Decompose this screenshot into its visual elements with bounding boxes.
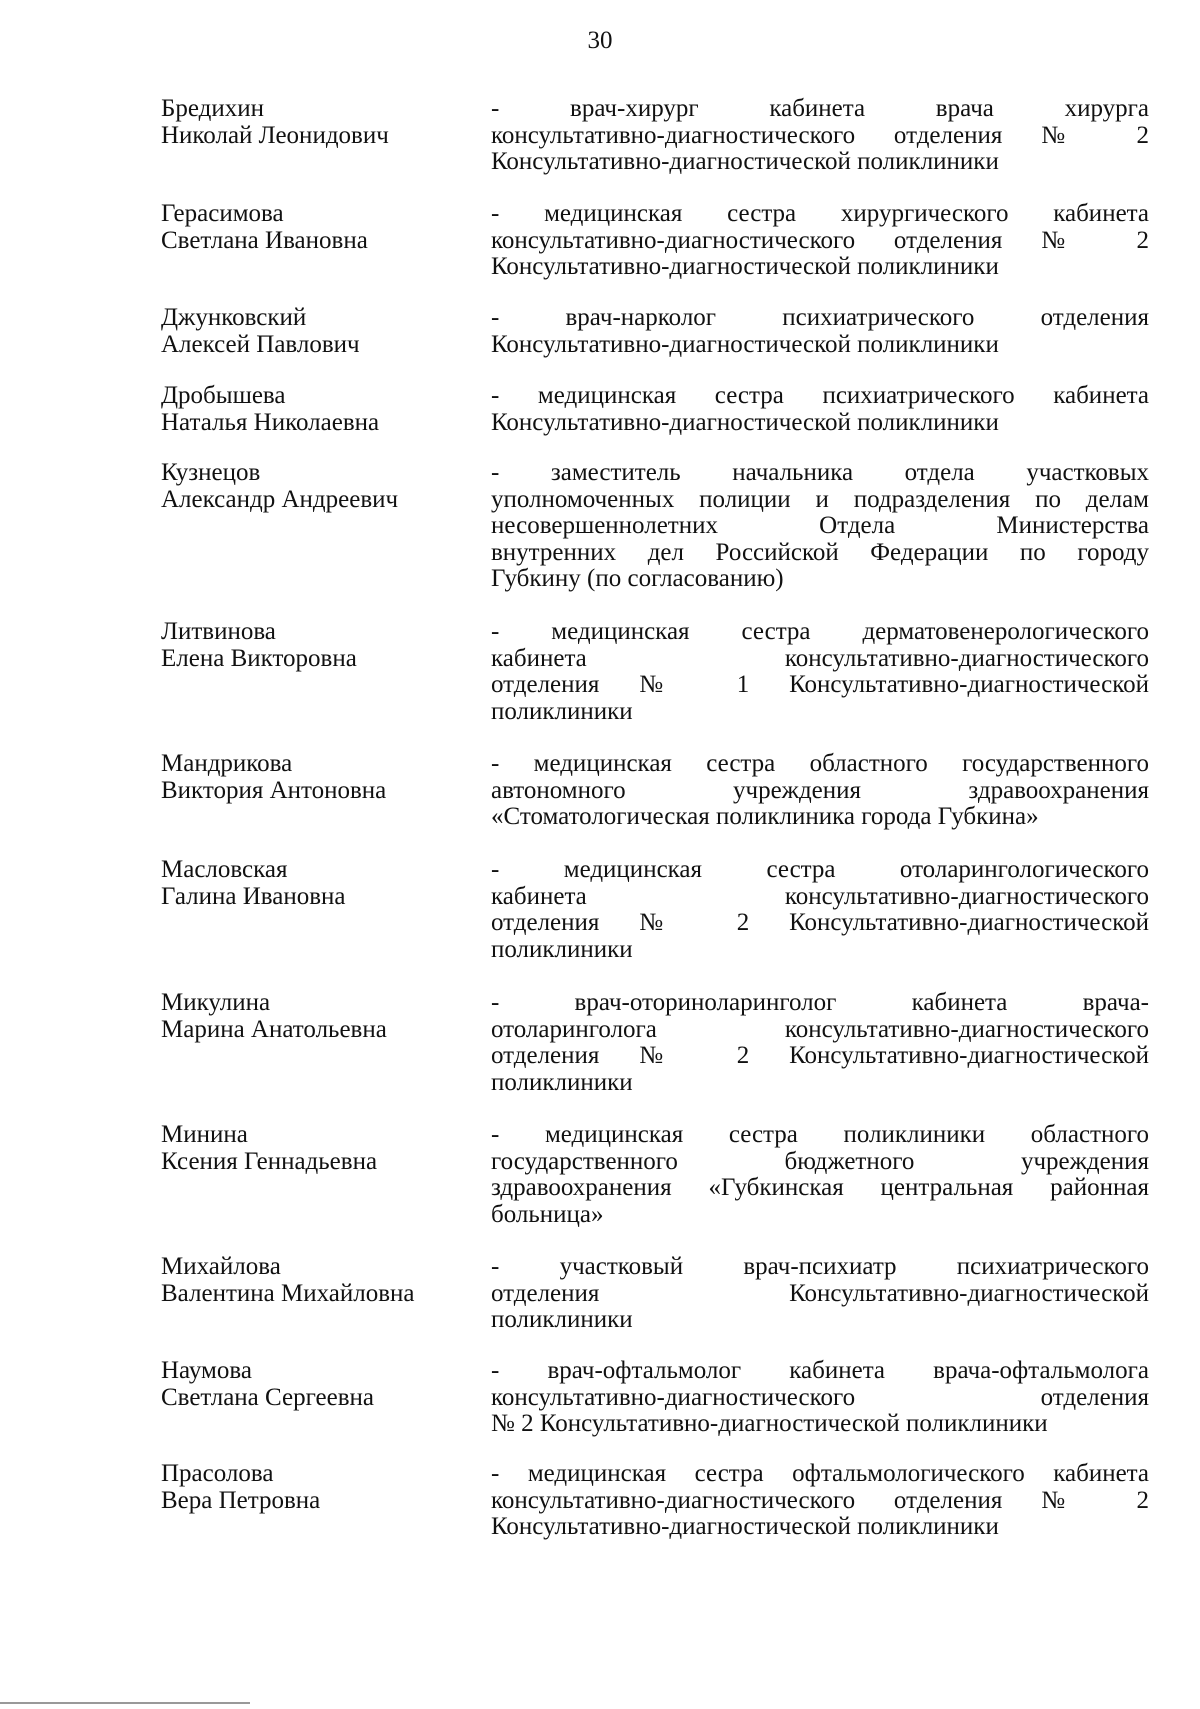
position-line: № 2 Консультативно-диагностической поликлиники: [491, 1410, 1048, 1437]
position-line: Консультативно-диагностической поликлиники: [491, 408, 999, 436]
position-line: уполномоченных полиции и подразделения по делам: [491, 485, 1149, 513]
person-position: [491, 751, 1149, 831]
person-given-names: Марина Анатольевна: [161, 1015, 387, 1043]
position-line: - медицинская сестра офтальмологического кабинета: [491, 1460, 1149, 1487]
person-surname: Джунковский: [161, 304, 307, 331]
person-name: [161, 201, 461, 254]
position-line: отделения № 2 Консультативно-диагностической: [491, 909, 1149, 936]
person-position: [491, 305, 1149, 358]
position-line: - медицинская сестра дерматовенерологического: [491, 618, 1149, 645]
person-given-names: Галина Ивановна: [161, 882, 346, 910]
person-surname: Мандрикова: [161, 750, 293, 777]
person-name: [161, 751, 461, 804]
person-name: [161, 1461, 461, 1514]
person-position: [491, 201, 1149, 281]
position-line: - врач-хирург кабинета врача хирурга: [491, 95, 1149, 122]
position-line: - врач-нарколог психиатрического отделения: [491, 304, 1149, 331]
person-surname: Масловская: [161, 856, 288, 883]
person-given-names: Николай Леонидович: [161, 121, 389, 149]
position-line: поликлиники: [491, 1306, 633, 1333]
person-name: [161, 383, 461, 436]
person-name: [161, 305, 461, 358]
person-position: [491, 1254, 1149, 1334]
person-given-names: Светлана Сергеевна: [161, 1383, 375, 1411]
position-line: - участковый врач-психиатр психиатрического: [491, 1253, 1149, 1280]
position-line: - заместитель начальника отдела участковых: [491, 459, 1149, 486]
position-line: - медицинская сестра областного государственного: [491, 750, 1149, 777]
position-line: консультативно-диагностического отделения № 2: [491, 121, 1149, 149]
position-line: - медицинская сестра психиатрического кабинета: [491, 382, 1149, 409]
person-name: [161, 1122, 461, 1175]
position-line: консультативно-диагностического отделения: [491, 1383, 1149, 1411]
person-name: [161, 460, 461, 513]
person-given-names: Ксения Геннадьевна: [161, 1147, 378, 1175]
position-line: Консультативно-диагностической поликлиники: [491, 148, 999, 175]
position-line: здравоохранения «Губкинская центральная районная: [491, 1174, 1149, 1201]
position-line: отделения № 1 Консультативно-диагностической: [491, 671, 1149, 698]
person-given-names: Валентина Михайловна: [161, 1279, 415, 1307]
position-line: - медицинская сестра отоларингологического: [491, 856, 1149, 883]
person-given-names: Елена Викторовна: [161, 644, 357, 672]
person-name: [161, 1254, 461, 1307]
person-surname: Бредихин: [161, 95, 264, 122]
person-surname: Минина: [161, 1121, 248, 1148]
position-line: отоларинголога консультативно-диагностического: [491, 1015, 1149, 1043]
person-surname: Прасолова: [161, 1460, 274, 1487]
position-line: Консультативно-диагностической поликлиники: [491, 1513, 999, 1540]
person-position: [491, 460, 1149, 593]
person-given-names: Вера Петровна: [161, 1486, 321, 1514]
position-line: консультативно-диагностического отделения № 2: [491, 1486, 1149, 1514]
person-given-names: Светлана Ивановна: [161, 226, 368, 254]
person-position: [491, 1122, 1149, 1228]
position-line: поликлиники: [491, 1068, 633, 1096]
position-line: кабинета консультативно-диагностического: [491, 882, 1149, 910]
position-line: Консультативно-диагностической поликлиники: [491, 253, 999, 280]
bottom-rule: [0, 1702, 250, 1704]
person-surname: Михайлова: [161, 1253, 281, 1280]
page-number: 30: [587, 27, 613, 54]
person-surname: Микулина: [161, 989, 271, 1016]
person-surname: Кузнецов: [161, 459, 261, 486]
person-name: [161, 96, 461, 149]
position-line: государственного бюджетного учреждения: [491, 1147, 1149, 1175]
person-name: [161, 1358, 461, 1411]
position-line: Губкину (по согласованию): [491, 565, 784, 592]
position-line: внутренних дел Российской Федерации по городу: [491, 538, 1149, 566]
position-line: консультативно-диагностического отделения № 2: [491, 226, 1149, 254]
position-line: - медицинская сестра хирургического кабинета: [491, 200, 1149, 227]
person-given-names: Александр Андреевич: [161, 485, 399, 513]
position-line: больница»: [491, 1200, 604, 1228]
person-position: [491, 990, 1149, 1096]
person-given-names: Алексей Павлович: [161, 330, 360, 358]
position-line: отделения № 2 Консультативно-диагностической: [491, 1042, 1149, 1069]
person-position: [491, 1358, 1149, 1438]
position-line: несовершеннолетних Отдела Министерства: [491, 512, 1149, 539]
position-line: - врач-офтальмолог кабинета врача-офтальмолога: [491, 1357, 1149, 1384]
person-position: [491, 619, 1149, 725]
person-position: [491, 1461, 1149, 1541]
person-given-names: Наталья Николаевна: [161, 408, 380, 436]
person-position: [491, 857, 1149, 963]
person-name: [161, 619, 461, 672]
person-name: [161, 857, 461, 910]
position-line: поликлиники: [491, 697, 633, 725]
person-position: [491, 96, 1149, 176]
position-line: кабинета консультативно-диагностического: [491, 644, 1149, 672]
position-line: Консультативно-диагностической поликлиники: [491, 330, 999, 358]
position-line: - врач-оториноларинголог кабинета врача-: [491, 989, 1149, 1016]
person-surname: Дробышева: [161, 382, 286, 409]
position-line: отделения Консультативно-диагностической: [491, 1279, 1149, 1307]
position-line: «Стоматологическая поликлиника города Губкина»: [491, 803, 1039, 830]
position-line: - медицинская сестра поликлиники областного: [491, 1121, 1149, 1148]
person-given-names: Виктория Антоновна: [161, 776, 387, 804]
position-line: автономного учреждения здравоохранения: [491, 776, 1149, 804]
person-position: [491, 383, 1149, 436]
position-line: поликлиники: [491, 935, 633, 963]
person-surname: Наумова: [161, 1357, 252, 1384]
person-name: [161, 990, 461, 1043]
person-surname: Литвинова: [161, 618, 276, 645]
person-surname: Герасимова: [161, 200, 284, 227]
